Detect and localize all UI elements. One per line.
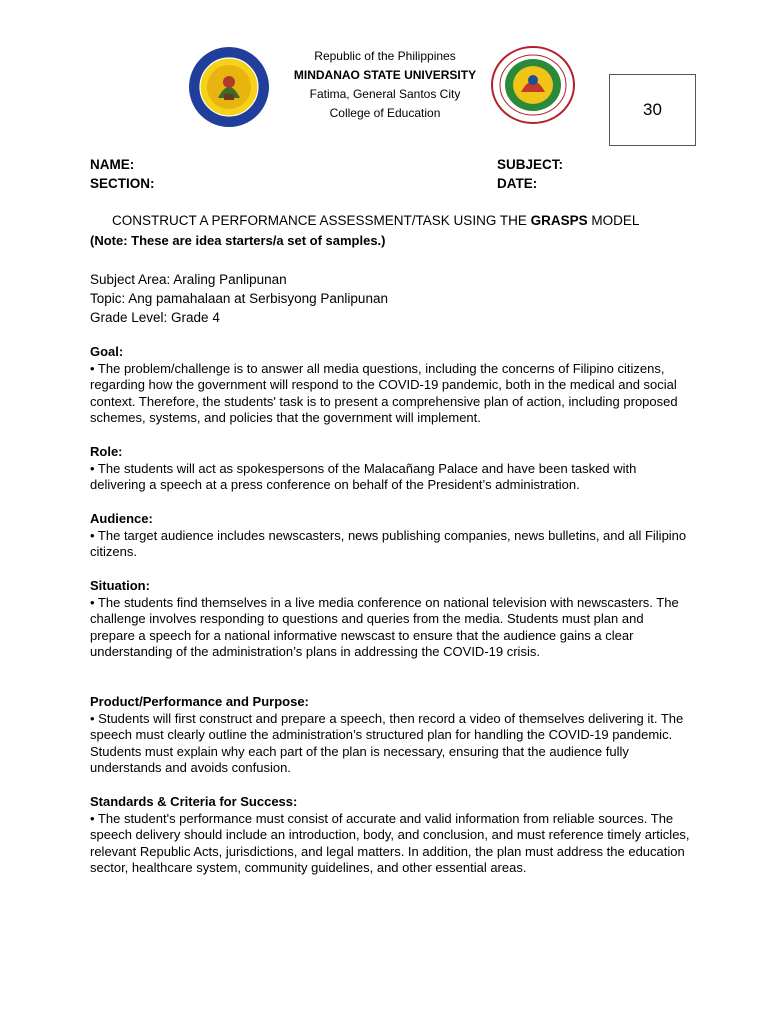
standards-body: • The student's performance must consist of accurate and valid information from reliable sources. The speech delivery should include an introduction, body, and conclusion, and must reference timely articles, relevant Republic Acts, jurisdictions, and legal matters. In addition, the plan must address the education sector, healthcare system, community guidelines, and other essential areas.: [90, 810, 690, 875]
audience-body: • The target audience includes newscasters, news publishing companies, news bulletins, and all Filipino citizens.: [90, 527, 687, 559]
situation-heading: Situation:: [90, 578, 150, 593]
meta-block: [90, 270, 388, 327]
header-republic: Republic of the Philippines: [314, 49, 456, 63]
goal-section: [90, 344, 690, 427]
header-location: Fatima, General Santos City: [309, 87, 461, 101]
situation-section: [90, 578, 690, 661]
note: (Note: These are idea starters/a set of samples.): [90, 233, 386, 248]
name-label: NAME:: [90, 157, 135, 172]
goal-body: • The problem/challenge is to answer all media questions, including the concerns of Filipino citizens, regarding how the government will respond to the COVID-19 pandemic, both in the medical and social context. Therefore, the students' task is to present a comprehensive plan of action, including proposed schemes, systems, and policies that the government will implement.: [90, 360, 678, 425]
role-body: • The students will act as spokespersons of the Malacañang Palace and have been tasked with delivering a speech at a press conference on behalf of the President’s administration.: [90, 460, 637, 492]
topic: Topic: Ang pamahalaan at Serbisyong Panlipunan: [90, 291, 388, 306]
grade-level: Grade Level: Grade 4: [90, 310, 220, 325]
role-section: [90, 444, 690, 494]
page-title: [112, 213, 639, 228]
audience-section: [90, 511, 690, 561]
subject-area: Subject Area: Araling Panlipunan: [90, 272, 287, 287]
college-of-education-logo: [188, 46, 270, 128]
situation-body: • The students find themselves in a live media conference on national television with newscasters. The challenge involves responding to questions and queries from the media. Students must plan and prepare a speech for a national informative newscast to ensure that the audience gains a clear understanding of the administration’s plans in addressing the COVID-19 crisis.: [90, 594, 679, 659]
audience-heading: Audience:: [90, 511, 153, 526]
product-section: [90, 694, 690, 777]
product-heading: Product/Performance and Purpose:: [90, 694, 309, 709]
subject-label: SUBJECT:: [497, 157, 564, 172]
section-label: SECTION:: [90, 176, 155, 191]
title-pre: CONSTRUCT A PERFORMANCE ASSESSMENT/TASK USING THE: [112, 213, 531, 228]
msu-logo: [491, 46, 575, 124]
date-label: DATE:: [497, 176, 538, 191]
standards-heading: Standards & Criteria for Success:: [90, 794, 298, 809]
role-heading: Role:: [90, 444, 123, 459]
title-grasps: GRASPS: [530, 213, 588, 228]
header-college: College of Education: [329, 106, 441, 120]
goal-heading: Goal:: [90, 344, 124, 359]
header-block: [270, 47, 500, 123]
product-body: • Students will first construct and prepare a speech, then record a video of themselves delivering it. The speech must clearly outline the administration’s structured plan for handling the COVID-19 pandemic. Students must explain why each part of the plan is necessary, ensuring that the audience fully understands and avoids confusion.: [90, 710, 684, 775]
standards-section: [90, 794, 690, 877]
title-post: MODEL: [587, 213, 640, 228]
score-box: [609, 74, 696, 146]
score-value: 30: [643, 100, 662, 119]
header-university: MINDANAO STATE UNIVERSITY: [293, 68, 477, 82]
